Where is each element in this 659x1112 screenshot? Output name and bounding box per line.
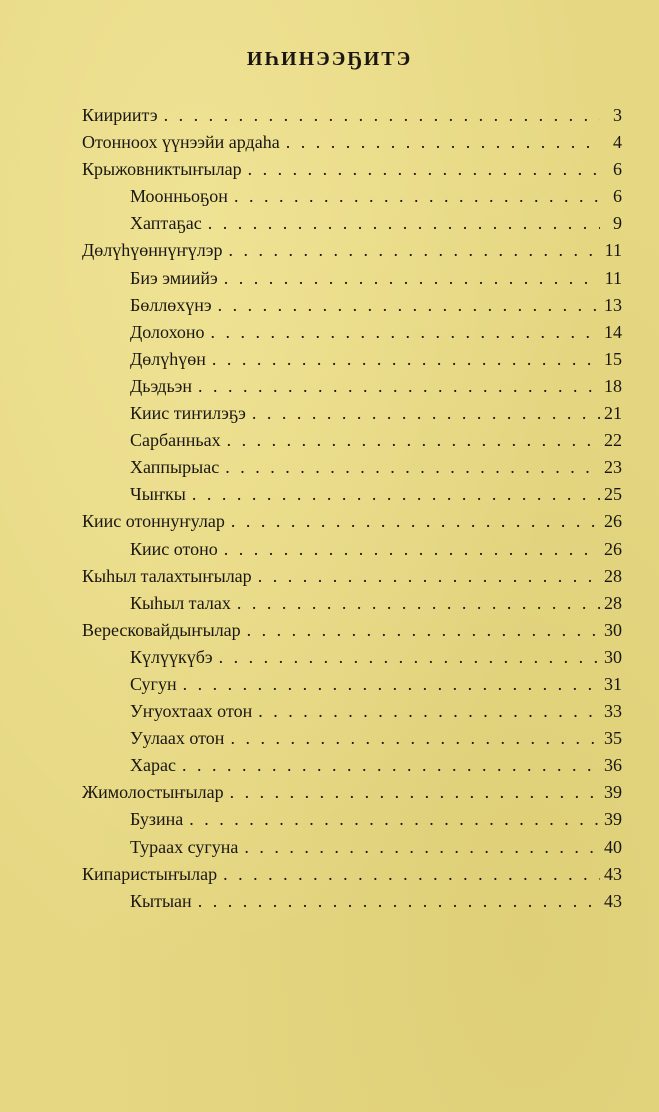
toc-entry-label: Вересковайдыҥылар <box>82 619 241 640</box>
toc-subentry <box>82 346 622 373</box>
toc-subentry <box>82 400 622 427</box>
toc-entry-label: Хаппырыас <box>130 457 220 478</box>
toc-entry-label: Киис отоннуҥулар <box>82 511 225 532</box>
toc-entry-page-number: 30 <box>604 646 622 667</box>
toc-entry-label: Биэ эмиийэ <box>130 267 218 288</box>
page-title: ИҺИНЭЭҔИТЭ <box>246 48 413 70</box>
dot-leader <box>205 319 600 346</box>
dot-leader <box>252 563 600 590</box>
toc-entry-label: Долохоно <box>130 321 205 342</box>
toc-entry-page-number: 40 <box>604 836 622 857</box>
dot-leader <box>177 671 600 698</box>
toc-entry-page-number: 28 <box>604 565 622 586</box>
dot-leader <box>228 183 600 210</box>
dot-leader <box>231 590 600 617</box>
toc-entry-page-number: 21 <box>604 403 622 424</box>
toc-entry-page-number: 11 <box>604 240 622 261</box>
toc-entry <box>82 563 622 590</box>
dot-leader <box>246 400 600 427</box>
toc-subentry <box>82 183 622 210</box>
dot-leader <box>192 888 600 915</box>
dot-leader <box>224 725 600 752</box>
toc-entry-label: Кипаристыҥылар <box>82 863 218 884</box>
dot-leader <box>206 346 600 373</box>
dot-leader <box>218 265 600 292</box>
toc-entry <box>82 102 622 129</box>
toc-entry-page-number: 4 <box>613 132 622 153</box>
toc-subentry <box>82 210 622 237</box>
toc-subentry <box>82 265 622 292</box>
toc-entry-page-number: 35 <box>604 728 622 749</box>
toc-entry-page-number: 3 <box>613 105 622 125</box>
dot-leader <box>186 481 600 508</box>
dot-leader <box>192 373 600 400</box>
toc-entry-label: Киириитэ <box>82 105 158 125</box>
dot-leader <box>218 536 600 563</box>
toc-entry <box>82 617 622 644</box>
dot-leader <box>183 806 600 833</box>
dot-leader <box>213 644 600 671</box>
dot-leader <box>221 427 600 454</box>
dot-leader <box>280 129 600 156</box>
dot-leader <box>219 454 600 481</box>
toc-entry-page-number: 6 <box>613 159 622 180</box>
toc-entry-label: Бөллөхүнэ <box>130 294 212 315</box>
toc-entry-page-number: 28 <box>604 592 622 613</box>
toc-entry-label: Кыһыл талах <box>130 592 231 613</box>
toc-entry-page-number: 23 <box>604 457 622 478</box>
toc-subentry <box>82 806 622 833</box>
toc-entry-page-number: 15 <box>604 348 622 369</box>
toc-entry-page-number: 26 <box>604 538 622 559</box>
toc-entry-label: Дөлүһүөн <box>130 348 206 369</box>
toc-entry-page-number: 11 <box>604 267 622 288</box>
toc-entry-label: Сарбанньах <box>130 430 221 451</box>
toc-subentry <box>82 590 622 617</box>
toc-entry-page-number: 30 <box>604 619 622 640</box>
toc-subentry <box>82 536 622 563</box>
toc-entry-page-number: 39 <box>604 809 622 830</box>
toc-entry-label: Жимолостыҥылар <box>82 782 224 803</box>
toc-entry-label: Киис отоно <box>130 538 218 559</box>
toc-entry-page-number: 26 <box>604 511 622 532</box>
toc-entry-page-number: 9 <box>613 213 622 234</box>
toc-subentry <box>82 319 622 346</box>
toc-entry <box>82 508 622 535</box>
toc-subentry <box>82 752 622 779</box>
toc-entry-label: Моонньоҕон <box>130 186 228 207</box>
toc-entry-label: Крыжовниктыҥылар <box>82 159 242 180</box>
toc-entry-label: Тураах сугуна <box>130 836 239 857</box>
toc-entry-page-number: 14 <box>604 321 622 342</box>
dot-leader <box>212 292 600 319</box>
toc-subentry <box>82 481 622 508</box>
toc-entry-page-number: 22 <box>604 430 622 451</box>
toc-entry <box>82 156 622 183</box>
toc-entry-label: Кыһыл талахтыҥылар <box>82 565 252 586</box>
toc-entry-page-number: 31 <box>604 673 622 694</box>
toc-entry-label: Хаптаҕас <box>130 213 202 234</box>
dot-leader <box>222 237 600 264</box>
toc-subentry <box>82 373 622 400</box>
toc-subentry <box>82 888 622 915</box>
toc-subentry <box>82 644 622 671</box>
toc-entry-label: Чыҥкы <box>130 484 186 505</box>
dot-leader <box>217 861 600 888</box>
dot-leader <box>225 508 600 535</box>
dot-leader <box>241 617 600 644</box>
toc-entry-label: Кытыан <box>130 890 192 911</box>
toc-entry-page-number: 13 <box>604 294 622 315</box>
toc-subentry <box>82 454 622 481</box>
toc-entry-page-number: 25 <box>604 484 622 505</box>
toc-subentry <box>82 292 622 319</box>
dot-leader <box>224 779 600 806</box>
toc-entry-label: Харас <box>130 755 176 776</box>
toc-entry-label: Күлүүкүбэ <box>130 646 213 667</box>
toc-entry-page-number: 6 <box>613 186 622 207</box>
dot-leader <box>202 210 600 237</box>
dot-leader <box>158 102 600 129</box>
dot-leader <box>252 698 600 725</box>
toc-entry-label: Сугун <box>130 673 177 694</box>
dot-leader <box>242 156 600 183</box>
toc-entry-page-number: 39 <box>604 782 622 803</box>
table-of-contents <box>82 102 622 915</box>
toc-entry-page-number: 18 <box>604 375 622 396</box>
toc-subentry <box>82 427 622 454</box>
toc-subentry <box>82 834 622 861</box>
toc-entry <box>82 861 622 888</box>
toc-entry-label: Киис тиҥилэҕэ <box>130 403 246 424</box>
dot-leader <box>176 752 600 779</box>
toc-entry-page-number: 43 <box>604 863 622 884</box>
toc-entry <box>82 129 622 156</box>
toc-entry-label: Уҥуохтаах отон <box>130 701 253 722</box>
toc-entry <box>82 237 622 264</box>
toc-entry-page-number: 36 <box>604 755 622 776</box>
toc-subentry <box>82 671 622 698</box>
dot-leader <box>238 834 600 861</box>
toc-entry-page-number: 43 <box>604 890 622 911</box>
toc-entry-page-number: 33 <box>604 701 622 722</box>
toc-entry-label: Уулаах отон <box>130 728 225 749</box>
toc-entry-label: Бузина <box>130 809 184 830</box>
toc-entry-label: Дөлүһүөннүҥүлэр <box>82 240 223 261</box>
toc-entry-label: Дьэдьэн <box>130 375 193 396</box>
toc-entry <box>82 779 622 806</box>
toc-subentry <box>82 725 622 752</box>
toc-subentry <box>82 698 622 725</box>
toc-entry-label: Отонноох үүнээйи ардаһа <box>82 132 280 153</box>
